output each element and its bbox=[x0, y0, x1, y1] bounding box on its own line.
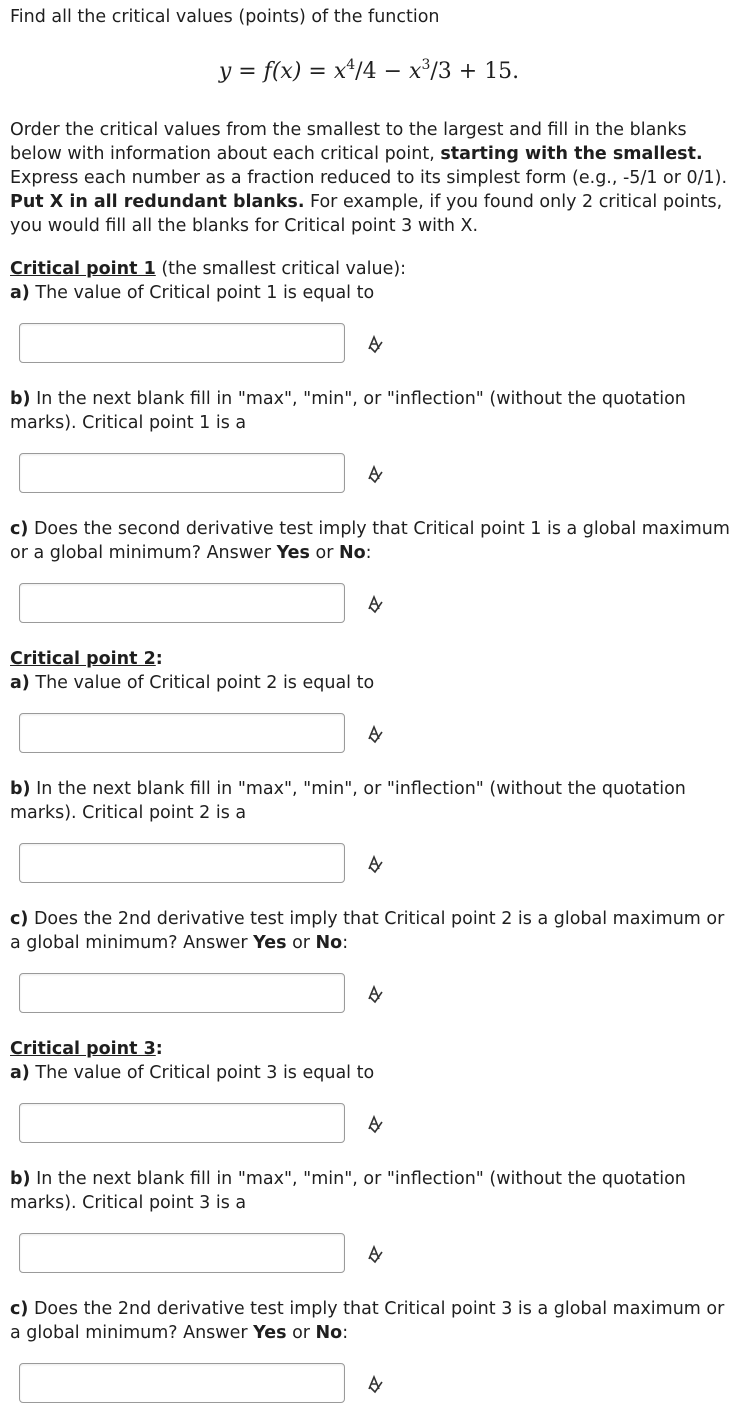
cp3-type-input[interactable] bbox=[19, 1233, 345, 1273]
instructions: Order the critical values from the smallest to the largest and fill in the blanks below with information about each critical point, starting with the smallest. Express each number as a fraction reduced to its simplest form (e.g., -5/1 or 0/1). Put X in all redundant blanks. For example, if you found only 2 critical points, you would fill all the blanks for Critical point 3 with X. bbox=[10, 120, 728, 236]
cp1-section-heading: Critical point 1 (the smallest critical value): a) The value of Critical point 1 is equal to bbox=[10, 259, 407, 303]
equation-preview-icon[interactable] bbox=[365, 594, 385, 614]
equation-preview-icon[interactable] bbox=[365, 984, 385, 1004]
equation-preview-icon[interactable] bbox=[365, 854, 385, 874]
cp2-global-input[interactable] bbox=[19, 973, 345, 1013]
cp1-global-input[interactable] bbox=[19, 583, 345, 623]
equation-preview-icon[interactable] bbox=[365, 724, 385, 744]
cp2-type-input[interactable] bbox=[19, 843, 345, 883]
cp3-question-b: b) In the next blank fill in "max", "min", or "inflection" (without the quotation marks). Critical point 3 is a bbox=[10, 1169, 686, 1213]
cp1-type-input[interactable] bbox=[19, 453, 345, 493]
cp3-value-input[interactable] bbox=[19, 1103, 345, 1143]
cp1-question-b: b) In the next blank fill in "max", "min", or "inflection" (without the quotation marks). Critical point 1 is a bbox=[10, 389, 686, 433]
problem-intro: Find all the critical values (points) of the function bbox=[10, 7, 440, 27]
cp3-section-heading: Critical point 3: a) The value of Critical point 3 is equal to bbox=[10, 1039, 375, 1083]
equation-preview-icon[interactable] bbox=[365, 464, 385, 484]
cp2-value-input[interactable] bbox=[19, 713, 345, 753]
equation-preview-icon[interactable] bbox=[365, 334, 385, 354]
equation-preview-icon[interactable] bbox=[365, 1374, 385, 1394]
cp3-global-input[interactable] bbox=[19, 1363, 345, 1403]
cp3-question-c: c) Does the 2nd derivative test imply that Critical point 3 is a global maximum or a global minimum? Answer Yes or No: bbox=[10, 1299, 725, 1343]
equation-preview-icon[interactable] bbox=[365, 1244, 385, 1264]
function-formula: $y = f(x) = x^4/4 - x^3/3 + 15$. bbox=[218, 57, 520, 84]
cp1-question-c: c) Does the second derivative test imply that Critical point 1 is a global maximum or a global minimum? Answer Yes or No: bbox=[10, 519, 730, 563]
cp2-section-heading: Critical point 2: a) The value of Critical point 2 is equal to bbox=[10, 649, 375, 693]
equation-preview-icon[interactable] bbox=[365, 1114, 385, 1134]
cp2-question-c: c) Does the 2nd derivative test imply that Critical point 2 is a global maximum or a global minimum? Answer Yes or No: bbox=[10, 909, 725, 953]
cp1-value-input[interactable] bbox=[19, 323, 345, 363]
cp2-question-b: b) In the next blank fill in "max", "min", or "inflection" (without the quotation marks). Critical point 2 is a bbox=[10, 779, 686, 823]
